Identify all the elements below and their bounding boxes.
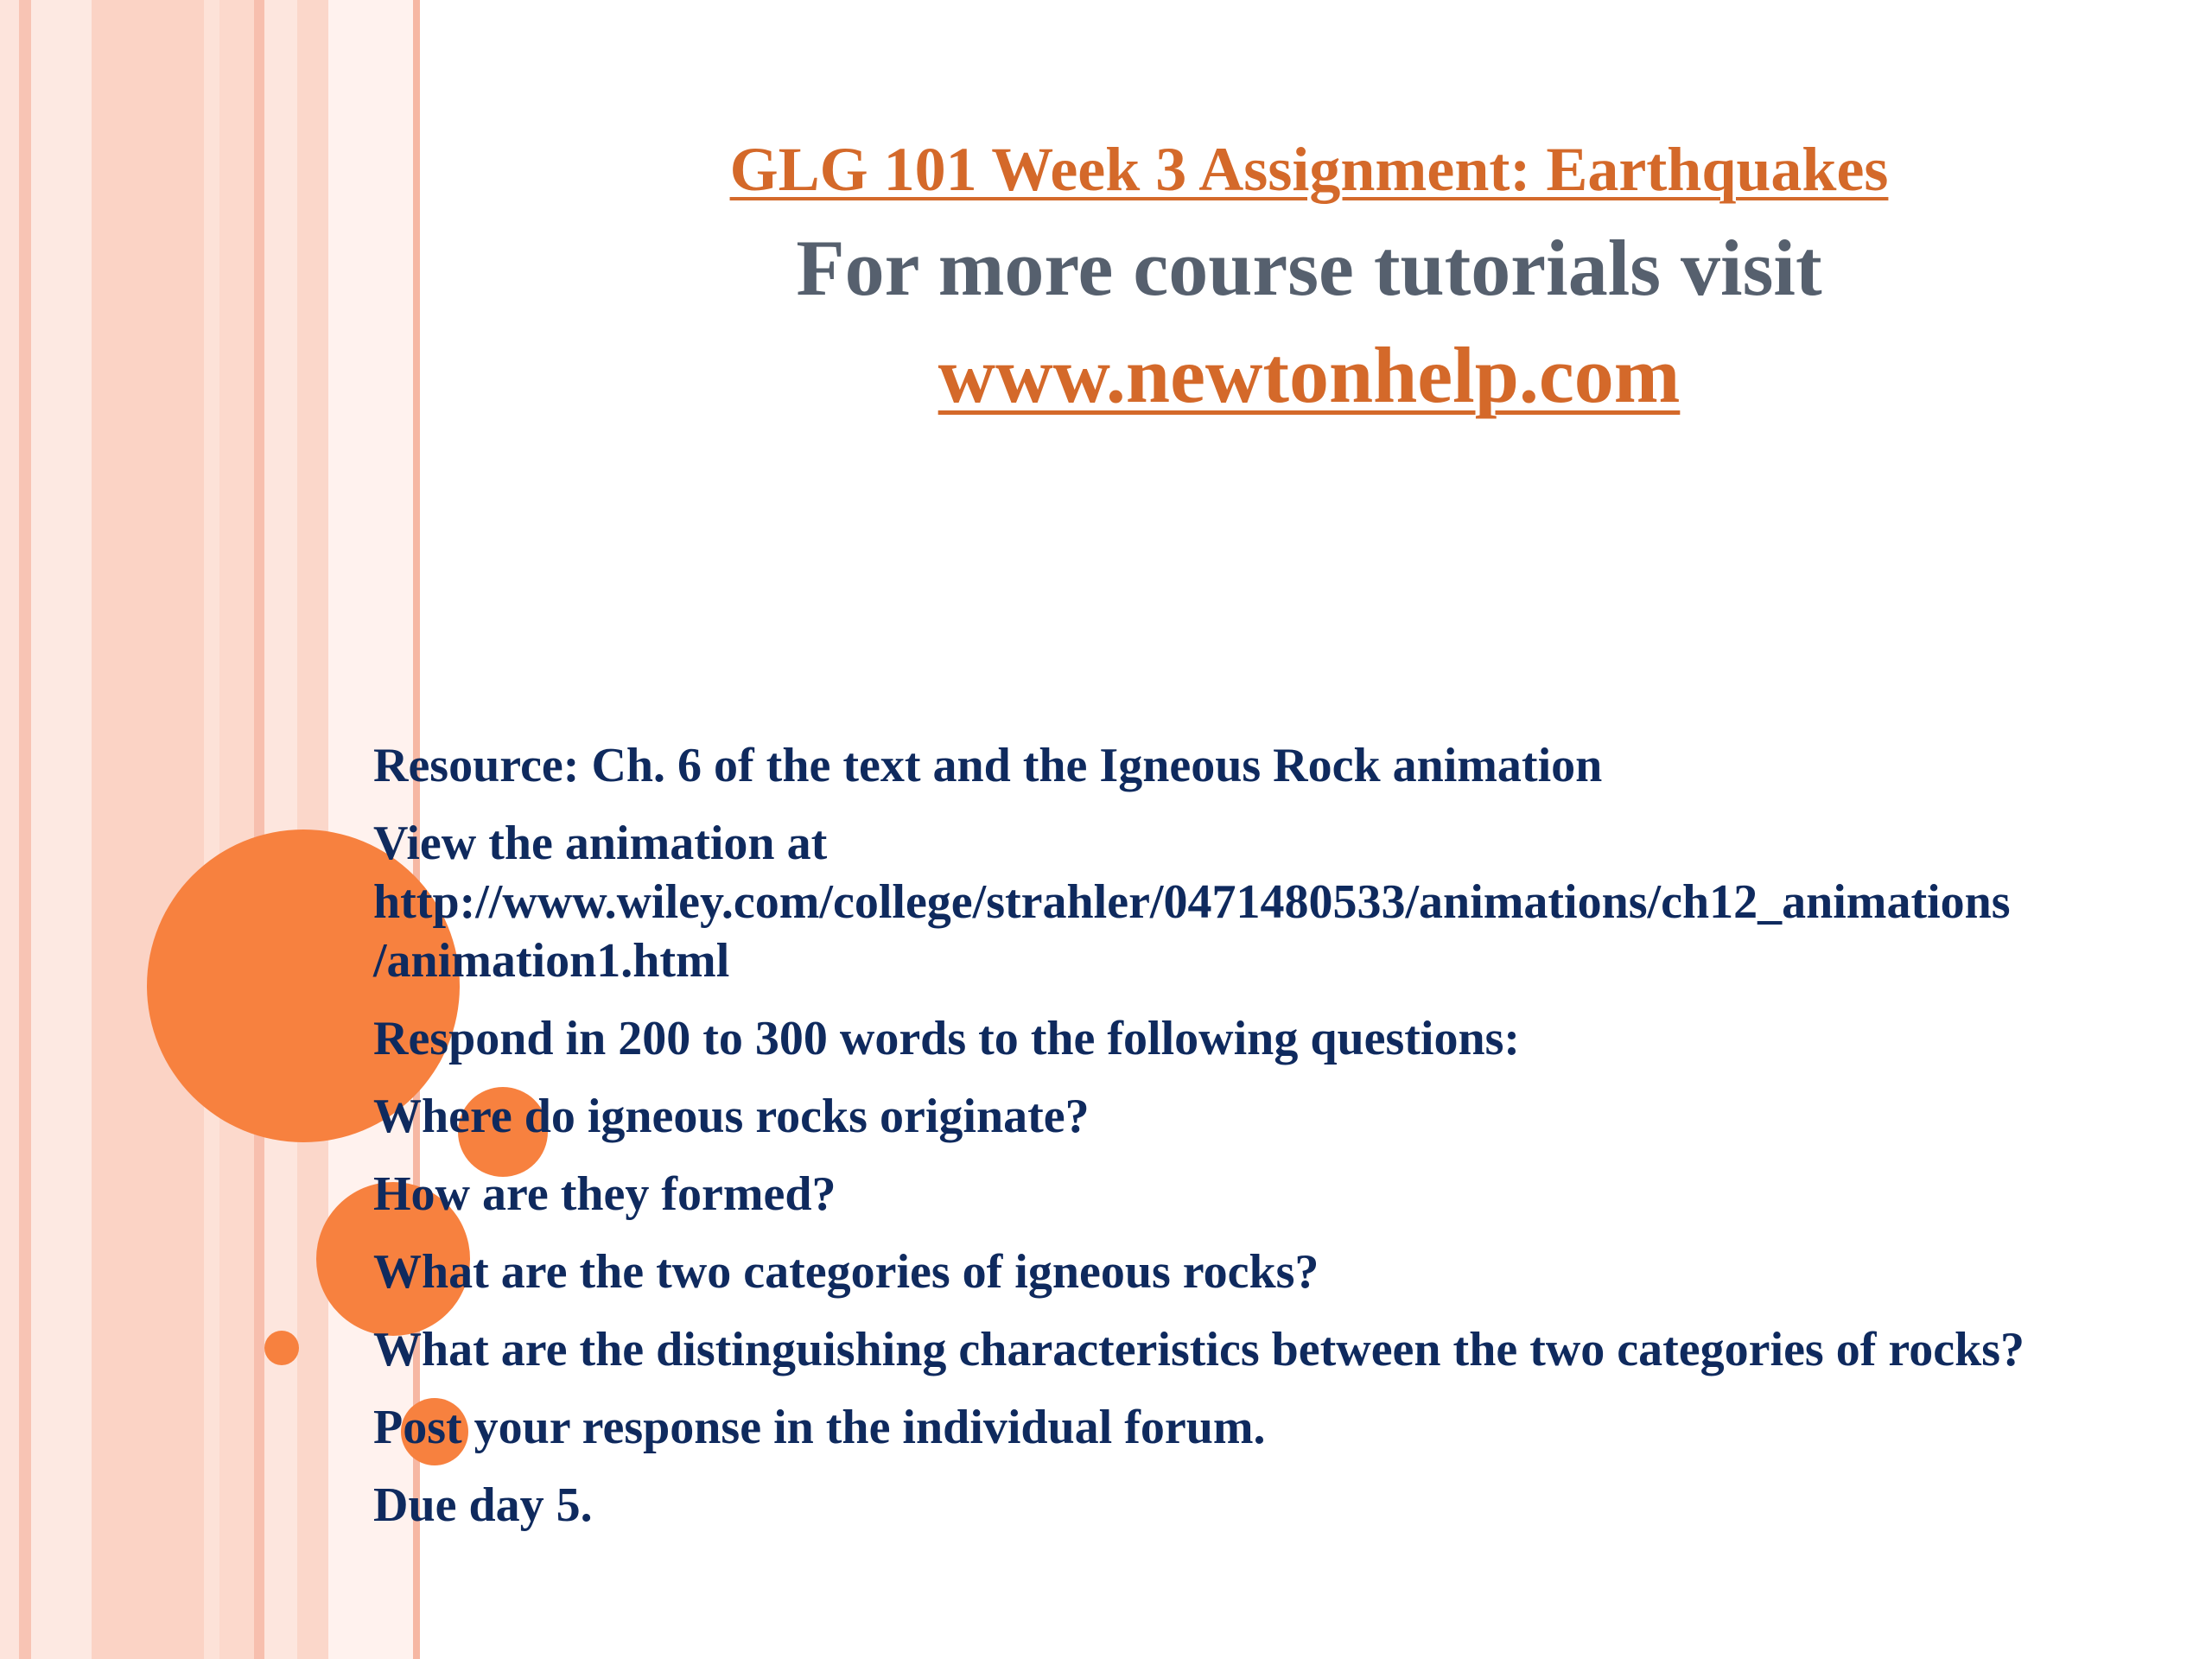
decorative-stripe <box>219 0 254 1659</box>
page-title-link[interactable]: GLG 101 Week 3 Assignment: Earthquakes <box>729 135 1889 204</box>
title-block <box>518 130 2100 429</box>
view-animation-intro: View the animation at <box>373 817 828 870</box>
view-animation-line <box>373 814 2196 990</box>
assignment-content <box>373 736 2196 1554</box>
question-4: What are the distinguishing characteristics between the two categories of rocks? <box>373 1323 2024 1376</box>
due-date: Due day 5. <box>373 1478 593 1532</box>
post-instruction: Post your response in the individual forum. <box>373 1401 1266 1454</box>
decorative-stripe <box>19 0 31 1659</box>
animation-url-part1: http://www.wiley.com/college/strahler/0471480533/animations/ch12_animations <box>373 875 2011 929</box>
decorative-stripe <box>204 0 219 1659</box>
question-1: Where do igneous rocks originate? <box>373 1090 1090 1143</box>
decorative-stripe <box>0 0 19 1659</box>
decorative-stripe <box>254 0 264 1659</box>
animation-url-part2: /animation1.html <box>373 934 730 988</box>
resource-line: Resource: Ch. 6 of the text and the Igneous Rock animation <box>373 739 1603 792</box>
decorative-stripe <box>31 0 92 1659</box>
decorative-circle-dot <box>264 1331 299 1365</box>
question-3: What are the two categories of igneous rocks? <box>373 1245 1319 1299</box>
question-2: How are they formed? <box>373 1167 836 1221</box>
subtitle: For more course tutorials visit <box>796 224 1822 312</box>
website-link[interactable]: www.newtonhelp.com <box>938 331 1681 419</box>
respond-instruction: Respond in 200 to 300 words to the following questions: <box>373 1012 1521 1065</box>
decorative-stripe <box>92 0 204 1659</box>
